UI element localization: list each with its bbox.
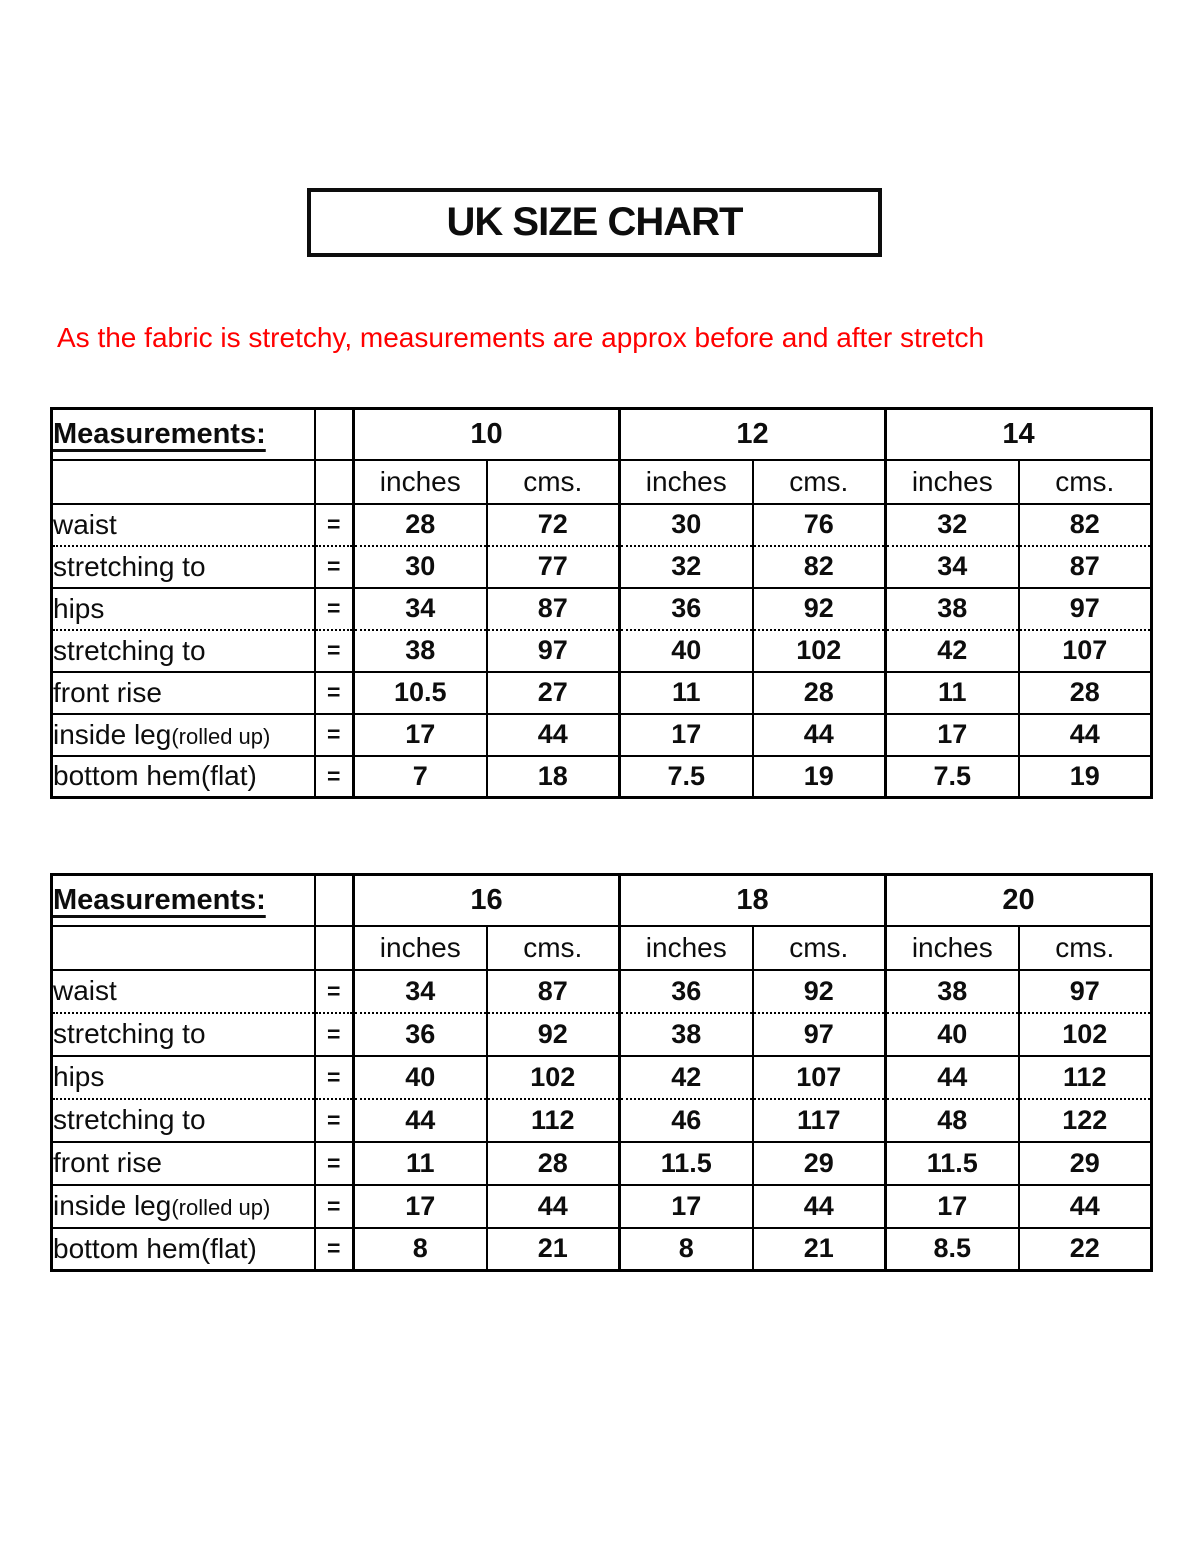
size-column-header: 18 xyxy=(620,875,886,926)
unit-header-cell: inches xyxy=(886,460,1019,504)
equals-sign-cell: = xyxy=(315,588,354,630)
measurement-label: stretching to xyxy=(53,1018,206,1049)
value-cell: 77 xyxy=(487,546,620,588)
value-cell: 36 xyxy=(620,970,753,1013)
value-cell: 112 xyxy=(1019,1056,1152,1099)
value-cell: 97 xyxy=(487,630,620,672)
value-cell: 92 xyxy=(487,1013,620,1056)
measurement-label: waist xyxy=(53,508,117,540)
value-cell: 40 xyxy=(620,630,753,672)
equals-column-spacer xyxy=(315,460,354,504)
equals-sign-cell: = xyxy=(315,504,354,546)
table-row xyxy=(52,1099,1152,1142)
value-cell: 40 xyxy=(886,1013,1019,1056)
value-cell: 72 xyxy=(487,504,620,546)
measurement-label-cell xyxy=(52,714,315,756)
measurement-label: bottom hem(flat) xyxy=(53,760,257,792)
value-cell: 28 xyxy=(487,1142,620,1185)
measurement-label: front rise xyxy=(53,676,162,708)
unit-header-row xyxy=(52,926,1152,970)
value-cell: 36 xyxy=(354,1013,487,1056)
value-cell: 76 xyxy=(753,504,886,546)
value-cell: 8 xyxy=(354,1228,487,1271)
unit-header-cell: cms. xyxy=(487,926,620,970)
measurement-label-cell xyxy=(52,1013,315,1056)
label-column-spacer xyxy=(52,926,315,970)
value-cell: 44 xyxy=(354,1099,487,1142)
value-cell: 7 xyxy=(354,756,487,798)
equals-sign-cell: = xyxy=(315,1142,354,1185)
value-cell: 18 xyxy=(487,756,620,798)
value-cell: 42 xyxy=(886,630,1019,672)
equals-sign-cell: = xyxy=(315,1013,354,1056)
value-cell: 117 xyxy=(753,1099,886,1142)
value-cell: 107 xyxy=(1019,630,1152,672)
value-cell: 42 xyxy=(620,1056,753,1099)
value-cell: 87 xyxy=(487,588,620,630)
unit-header-cell: inches xyxy=(620,926,753,970)
table-header-row xyxy=(52,409,1152,460)
unit-header-cell: inches xyxy=(620,460,753,504)
measurement-label: stretching to xyxy=(53,1104,206,1135)
table-row xyxy=(52,546,1152,588)
value-cell: 22 xyxy=(1019,1228,1152,1271)
measurement-label-cell xyxy=(52,588,315,630)
unit-header-cell: cms. xyxy=(1019,460,1152,504)
measurement-label-cell xyxy=(52,630,315,672)
value-cell: 82 xyxy=(753,546,886,588)
value-cell: 29 xyxy=(753,1142,886,1185)
value-cell: 102 xyxy=(1019,1013,1152,1056)
value-cell: 38 xyxy=(620,1013,753,1056)
stretch-note: As the fabric is stretchy, measurements are approx before and after stretch xyxy=(57,322,985,353)
table-row xyxy=(52,756,1152,798)
value-cell: 28 xyxy=(753,672,886,714)
table-row xyxy=(52,1185,1152,1228)
size-table-10-12-14 xyxy=(50,407,1153,799)
title-box xyxy=(307,188,882,257)
value-cell: 21 xyxy=(753,1228,886,1271)
measurement-label-cell xyxy=(52,546,315,588)
size-column-header: 10 xyxy=(354,409,620,460)
value-cell: 11 xyxy=(886,672,1019,714)
value-cell: 92 xyxy=(753,588,886,630)
table-row xyxy=(52,588,1152,630)
value-cell: 44 xyxy=(753,714,886,756)
measurement-label: inside leg xyxy=(53,718,172,750)
measurements-heading: Measurements: xyxy=(52,409,315,460)
value-cell: 97 xyxy=(1019,970,1152,1013)
measurement-label-cell xyxy=(52,970,315,1013)
table-row xyxy=(52,714,1152,756)
table-row xyxy=(52,1056,1152,1099)
value-cell: 27 xyxy=(487,672,620,714)
measurement-label-suffix: (rolled up) xyxy=(171,723,271,749)
table-row xyxy=(52,504,1152,546)
value-cell: 17 xyxy=(886,714,1019,756)
value-cell: 107 xyxy=(753,1056,886,1099)
unit-header-row xyxy=(52,460,1152,504)
value-cell: 38 xyxy=(886,970,1019,1013)
measurement-label: inside leg xyxy=(53,1190,172,1221)
measurement-label: hips xyxy=(53,592,105,624)
measurement-label-cell xyxy=(52,1228,315,1271)
value-cell: 17 xyxy=(620,714,753,756)
value-cell: 34 xyxy=(354,970,487,1013)
equals-column-spacer xyxy=(315,926,354,970)
value-cell: 92 xyxy=(753,970,886,1013)
value-cell: 7.5 xyxy=(886,756,1019,798)
equals-sign-cell: = xyxy=(315,756,354,798)
value-cell: 38 xyxy=(886,588,1019,630)
measurement-label: front rise xyxy=(53,1147,162,1178)
equals-column-spacer xyxy=(315,409,354,460)
measurement-label-cell xyxy=(52,1185,315,1228)
table-header-row xyxy=(52,875,1152,926)
value-cell: 44 xyxy=(487,714,620,756)
measurement-label-cell xyxy=(52,1142,315,1185)
value-cell: 36 xyxy=(620,588,753,630)
value-cell: 19 xyxy=(753,756,886,798)
value-cell: 7.5 xyxy=(620,756,753,798)
equals-sign-cell: = xyxy=(315,546,354,588)
measurement-label: stretching to xyxy=(53,550,206,582)
value-cell: 11.5 xyxy=(620,1142,753,1185)
value-cell: 30 xyxy=(620,504,753,546)
value-cell: 97 xyxy=(753,1013,886,1056)
unit-header-cell: cms. xyxy=(753,460,886,504)
unit-header-cell: inches xyxy=(354,926,487,970)
value-cell: 17 xyxy=(620,1185,753,1228)
value-cell: 44 xyxy=(1019,1185,1152,1228)
value-cell: 38 xyxy=(354,630,487,672)
value-cell: 30 xyxy=(354,546,487,588)
table-row xyxy=(52,1142,1152,1185)
value-cell: 40 xyxy=(354,1056,487,1099)
table-row xyxy=(52,1013,1152,1056)
equals-sign-cell: = xyxy=(315,1056,354,1099)
equals-sign-cell: = xyxy=(315,970,354,1013)
unit-header-cell: inches xyxy=(354,460,487,504)
measurement-label-cell xyxy=(52,504,315,546)
value-cell: 44 xyxy=(487,1185,620,1228)
value-cell: 17 xyxy=(354,1185,487,1228)
size-table-16-18-20 xyxy=(50,873,1153,1272)
measurement-label-cell xyxy=(52,1099,315,1142)
unit-header-cell: cms. xyxy=(753,926,886,970)
table-row xyxy=(52,630,1152,672)
equals-sign-cell: = xyxy=(315,630,354,672)
value-cell: 34 xyxy=(886,546,1019,588)
label-column-spacer xyxy=(52,460,315,504)
value-cell: 17 xyxy=(886,1185,1019,1228)
table-row xyxy=(52,970,1152,1013)
value-cell: 44 xyxy=(1019,714,1152,756)
value-cell: 46 xyxy=(620,1099,753,1142)
size-column-header: 14 xyxy=(886,409,1152,460)
value-cell: 102 xyxy=(753,630,886,672)
equals-sign-cell: = xyxy=(315,714,354,756)
unit-header-cell: inches xyxy=(886,926,1019,970)
value-cell: 8 xyxy=(620,1228,753,1271)
value-cell: 11 xyxy=(620,672,753,714)
value-cell: 19 xyxy=(1019,756,1152,798)
value-cell: 48 xyxy=(886,1099,1019,1142)
page-title: UK SIZE CHART xyxy=(446,200,743,244)
measurement-label-cell xyxy=(52,756,315,798)
measurement-label-cell xyxy=(52,1056,315,1099)
table-row xyxy=(52,1228,1152,1271)
value-cell: 44 xyxy=(753,1185,886,1228)
value-cell: 28 xyxy=(1019,672,1152,714)
value-cell: 28 xyxy=(354,504,487,546)
value-cell: 8.5 xyxy=(886,1228,1019,1271)
value-cell: 11.5 xyxy=(886,1142,1019,1185)
value-cell: 32 xyxy=(886,504,1019,546)
unit-header-cell: cms. xyxy=(1019,926,1152,970)
unit-header-cell: cms. xyxy=(487,460,620,504)
value-cell: 97 xyxy=(1019,588,1152,630)
measurement-label: bottom hem(flat) xyxy=(53,1232,257,1264)
value-cell: 17 xyxy=(354,714,487,756)
value-cell: 44 xyxy=(886,1056,1019,1099)
value-cell: 34 xyxy=(354,588,487,630)
value-cell: 10.5 xyxy=(354,672,487,714)
equals-sign-cell: = xyxy=(315,1185,354,1228)
size-column-header: 20 xyxy=(886,875,1152,926)
value-cell: 11 xyxy=(354,1142,487,1185)
value-cell: 32 xyxy=(620,546,753,588)
value-cell: 82 xyxy=(1019,504,1152,546)
measurement-label-cell xyxy=(52,672,315,714)
equals-sign-cell: = xyxy=(315,1099,354,1142)
measurements-heading: Measurements: xyxy=(52,875,315,926)
value-cell: 112 xyxy=(487,1099,620,1142)
equals-column-spacer xyxy=(315,875,354,926)
value-cell: 87 xyxy=(487,970,620,1013)
measurement-label: stretching to xyxy=(53,634,206,666)
value-cell: 29 xyxy=(1019,1142,1152,1185)
equals-sign-cell: = xyxy=(315,1228,354,1271)
value-cell: 102 xyxy=(487,1056,620,1099)
size-column-header: 12 xyxy=(620,409,886,460)
value-cell: 122 xyxy=(1019,1099,1152,1142)
measurement-label: waist xyxy=(53,975,117,1006)
value-cell: 21 xyxy=(487,1228,620,1271)
table-row xyxy=(52,672,1152,714)
equals-sign-cell: = xyxy=(315,672,354,714)
measurement-label: hips xyxy=(53,1061,105,1092)
measurement-label-suffix: (rolled up) xyxy=(171,1195,271,1220)
value-cell: 87 xyxy=(1019,546,1152,588)
size-column-header: 16 xyxy=(354,875,620,926)
